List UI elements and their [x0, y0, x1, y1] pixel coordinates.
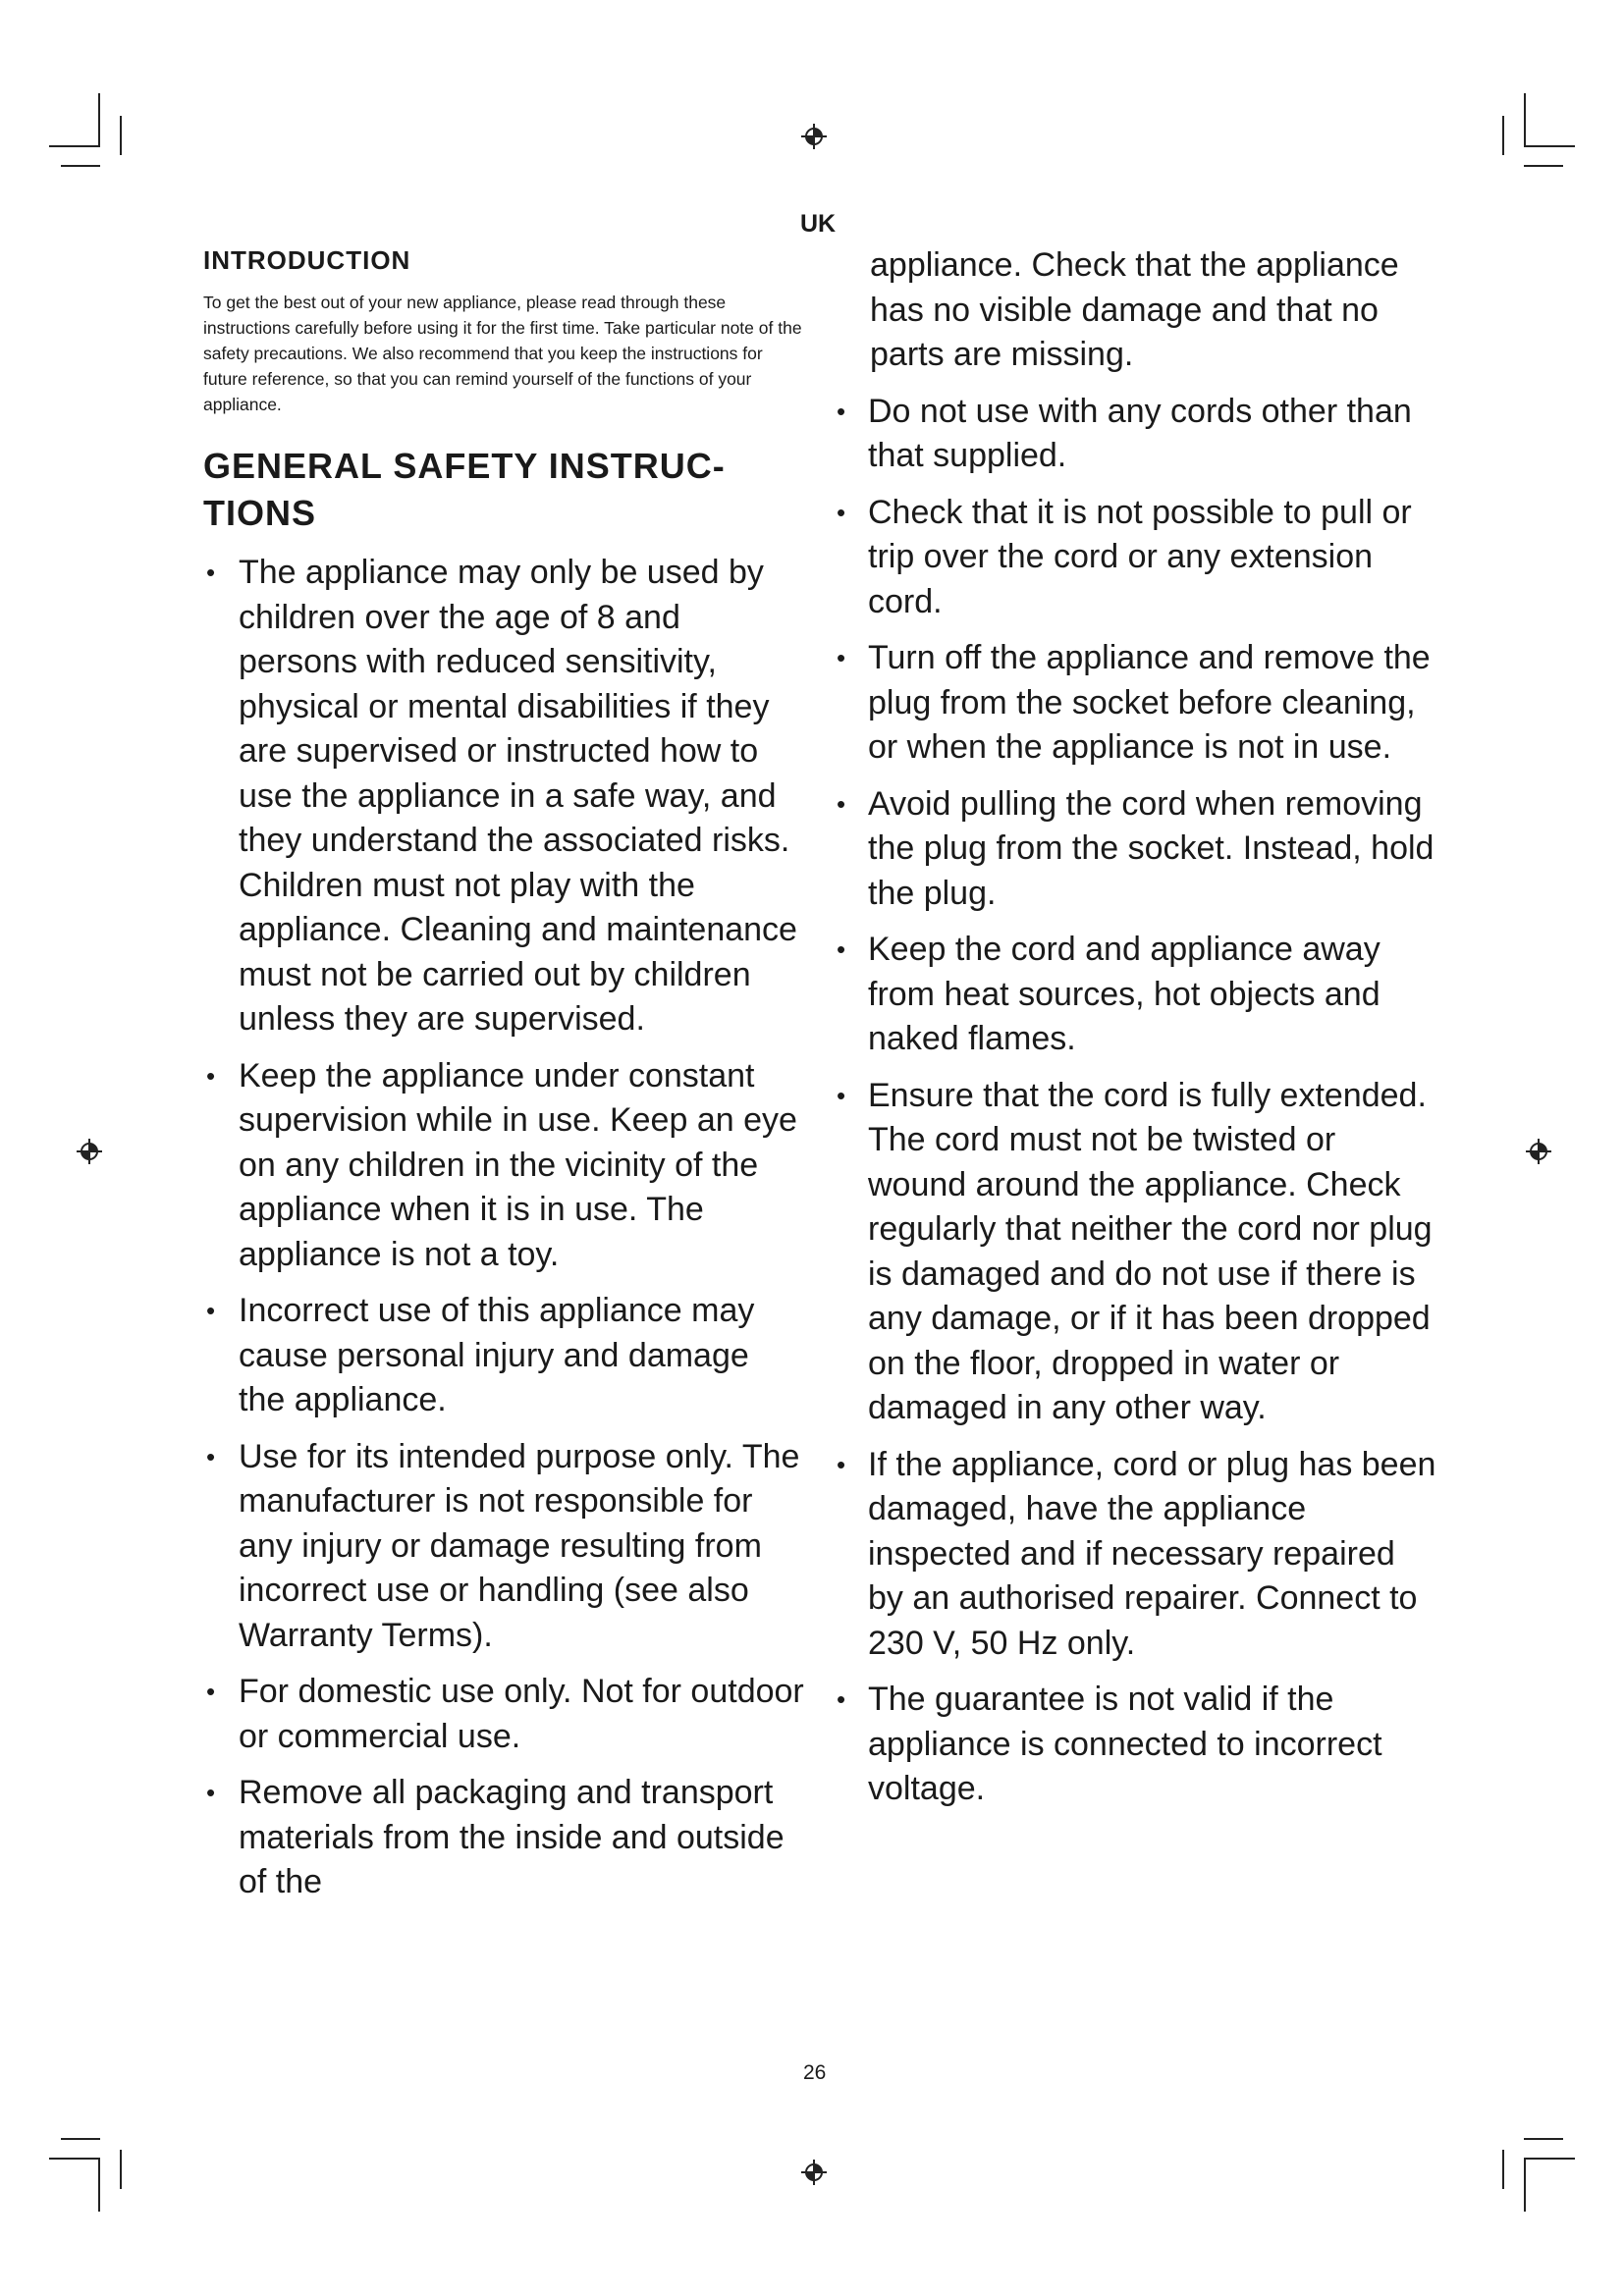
- list-item-text: Turn off the appliance and remove the plug from the socket before cleaning, or when the appliance is not in use.: [868, 639, 1431, 766]
- bullet-icon: •: [837, 1080, 846, 1110]
- bullet-icon: •: [837, 396, 846, 426]
- list-item-text: For domestic use only. Not for outdoor or commercial use.: [239, 1673, 804, 1755]
- list-item: [203, 1670, 804, 1759]
- left-column: [203, 245, 804, 1917]
- list-item: [203, 551, 804, 1042]
- list-item-text: The appliance may only be used by children over the age of 8 and persons with reduced sensitivity, physical or mental disabilities if they are supervised or instructed how to use the appliance in a safe way, and they understand the associated risks. Children must not play with the appliance. Cleaning and maintenance must not be carried out by children unless they are supervised.: [239, 554, 797, 1038]
- list-item-text: Incorrect use of this appliance may cause personal injury and damage the appliance.: [239, 1292, 755, 1418]
- language-code: UK: [800, 210, 837, 238]
- list-item-text: Ensure that the cord is fully extended. The cord must not be twisted or wound around the appliance. Check regularly that neither the cord nor plug is damaged and do not use if there is any damage, or if it has been dropped on the floor, dropped in water or damaged in any other way.: [868, 1076, 1433, 1426]
- list-item-text: Remove all packaging and transport materials from the inside and outside of the: [239, 1774, 785, 1900]
- list-item-text: The guarantee is not valid if the appliance is connected to incorrect voltage.: [868, 1681, 1382, 1807]
- list-item: [203, 1289, 804, 1423]
- list-item-text: Avoid pulling the cord when removing the plug from the socket. Instead, hold the plug.: [868, 784, 1435, 912]
- introduction-heading: INTRODUCTION: [203, 245, 411, 275]
- list-item: [203, 1435, 804, 1659]
- list-item: [203, 1771, 804, 1905]
- list-item: [203, 1054, 804, 1278]
- safety-list-right: [837, 390, 1437, 1812]
- list-item: [837, 1678, 1437, 1812]
- list-item: [837, 928, 1437, 1062]
- list-item-text: Check that it is not possible to pull or trip over the cord or any extension cord.: [868, 493, 1412, 620]
- bullet-icon: •: [206, 1296, 216, 1325]
- bullet-icon: •: [206, 1778, 216, 1807]
- list-item: [837, 782, 1437, 917]
- list-item-text: Use for its intended purpose only. The manufacturer is not responsible for any injury or damage resulting from incorrect use or handling (see also Warranty Terms).: [239, 1437, 800, 1654]
- list-item-text: Keep the appliance under constant supervision while in use. Keep an eye on any children in the vicinity of the appliance when it is in use. The appliance is not a toy.: [239, 1056, 797, 1273]
- list-item-text: If the appliance, cord or plug has been damaged, have the appliance inspected and if necessary repaired by an authorised repairer. Connect to 230 V, 50 Hz only.: [868, 1445, 1436, 1662]
- safety-list-left: [203, 551, 804, 1905]
- bullet-icon: •: [206, 1677, 216, 1706]
- registration-mark-icon: [799, 2158, 829, 2187]
- bullet-icon: •: [206, 558, 216, 587]
- list-item: [837, 491, 1437, 625]
- continued-text: appliance. Check that the appliance has no visible damage and that no parts are missing.: [870, 246, 1399, 373]
- safety-heading: GENERAL SAFETY INSTRUC-TIONS: [203, 446, 726, 533]
- list-item: [837, 1443, 1437, 1667]
- bullet-icon: •: [837, 1449, 846, 1479]
- bullet-icon: •: [206, 1441, 216, 1471]
- registration-mark-icon: [75, 1137, 104, 1166]
- right-column: [837, 243, 1437, 1824]
- bullet-icon: •: [837, 1684, 846, 1714]
- bullet-icon: •: [837, 788, 846, 819]
- list-item: [837, 1074, 1437, 1431]
- list-item: [837, 390, 1437, 479]
- registration-mark-icon: [799, 122, 829, 151]
- bullet-icon: •: [837, 643, 846, 672]
- introduction-body: To get the best out of your new appliance, please read through these instructions carefully before using it for the first time. Take particular note of the safety precautions. We also recommend that you keep the instructions for future reference, so that you can remind yourself of the functions of your appliance.: [203, 293, 802, 414]
- bullet-icon: •: [837, 934, 846, 964]
- page-number: 26: [803, 2061, 827, 2084]
- bullet-icon: •: [206, 1060, 216, 1091]
- list-item: [837, 636, 1437, 771]
- list-item-text: Do not use with any cords other than that supplied.: [868, 392, 1412, 474]
- bullet-icon: •: [837, 497, 846, 527]
- list-item-text: Keep the cord and appliance away from heat sources, hot objects and naked flames.: [868, 931, 1380, 1057]
- registration-mark-icon: [1524, 1137, 1553, 1166]
